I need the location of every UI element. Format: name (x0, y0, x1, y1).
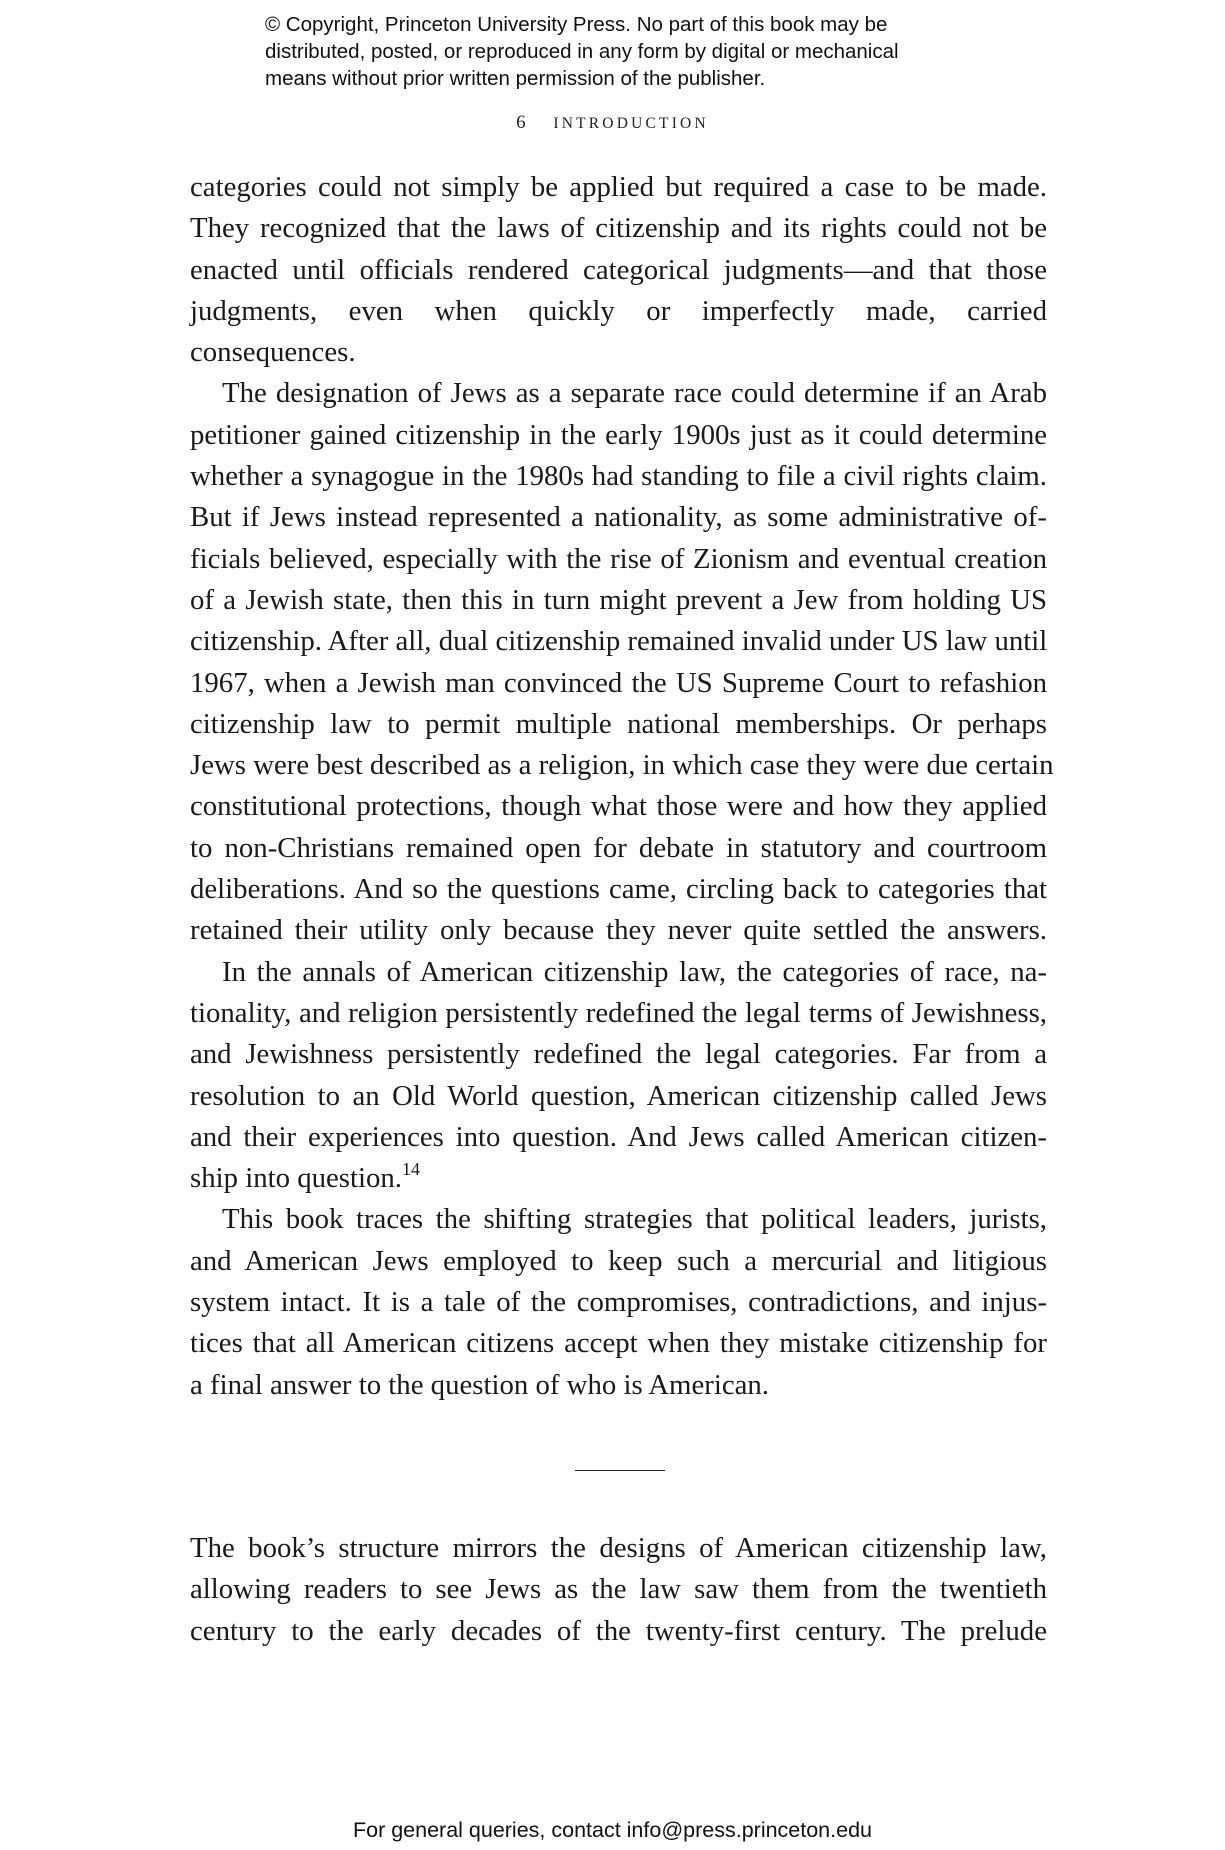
text-line: and their experiences into question. And Jews called American citizen- (190, 1120, 1047, 1153)
text-line: 1967, when a Jewish man convinced the US Supreme Court to refashion (190, 666, 1047, 699)
text-line: to non-Christians remained open for debate in statutory and courtroom (190, 831, 1047, 864)
text-line: ficials believed, especially with the rise of Zionism and eventual creation (190, 542, 1047, 575)
paragraph-first-line: This book traces the shifting strategies that political leaders, jurists, (222, 1203, 1047, 1236)
text-line: citizenship law to permit multiple national memberships. Or perhaps (190, 707, 1047, 740)
text-line: constitutional protections, though what those were and how they applied (190, 790, 1047, 823)
text-line: tionality, and religion persistently redefined the legal terms of Jewishness, (190, 996, 1047, 1029)
text-line: consequences. (190, 336, 356, 369)
text-line: century to the early decades of the twenty-first century. The prelude (190, 1614, 1047, 1647)
text-line: allowing readers to see Jews as the law saw them from the twentieth (190, 1573, 1047, 1606)
text-line: deliberations. And so the questions came, circling back to categories that (190, 873, 1047, 906)
text-line: system intact. It is a tale of the compromises, contradictions, and injus- (190, 1286, 1047, 1319)
text-line: Jews were best described as a religion, in which case they were due certain (190, 749, 1054, 782)
text-line: citizenship. After all, dual citizenship remained invalid under US law until (190, 625, 1048, 658)
footnote-marker[interactable]: 14 (401, 1159, 420, 1180)
body-text-block (190, 167, 1054, 1406)
paragraph-first-line: In the annals of American citizenship law, the categories of race, na- (222, 955, 1047, 988)
text-line: ship into question. (190, 1162, 402, 1195)
running-head (0, 112, 1225, 134)
copyright-line: © Copyright, Princeton University Press. No part of this book may be (265, 13, 888, 36)
text-line: resolution to an Old World question, American citizenship called Jews (190, 1079, 1047, 1112)
copyright-line: means without prior written permission of the publisher. (265, 67, 766, 90)
text-line: They recognized that the laws of citizenship and its rights could not be (190, 212, 1047, 245)
text-line: and American Jews employed to keep such a mercurial and litigious (190, 1244, 1047, 1277)
text-line-with-footnote (190, 1158, 1047, 1199)
section-divider (575, 1470, 665, 1471)
text-line: The book’s structure mirrors the designs of American citizenship law, (190, 1532, 1047, 1564)
text-line: of a Jewish state, then this in turn might prevent a Jew from holding US (190, 583, 1047, 616)
text-line: judgments, even when quickly or imperfectly made, carried (190, 294, 1047, 327)
text-line: a final answer to the question of who is American. (190, 1368, 769, 1401)
footer-contact: For general queries, contact info@press.princeton.edu (352, 1818, 872, 1842)
text-line: enacted until officials rendered categorical judgments—and that those (190, 253, 1047, 286)
paragraph-first-line: The designation of Jews as a separate race could determine if an Arab (222, 377, 1047, 410)
copyright-notice (265, 11, 1025, 92)
text-line: categories could not simply be applied but required a case to be made. (190, 171, 1047, 203)
text-line: and Jewishness persistently redefined the legal categories. Far from a (190, 1038, 1047, 1071)
text-line: But if Jews instead represented a nationality, as some administrative of- (190, 501, 1047, 534)
body-text-block (190, 1528, 1047, 1652)
page-number: 6 (516, 112, 526, 133)
text-line: whether a synagogue in the 1980s had standing to file a civil rights claim. (190, 460, 1047, 493)
text-line: retained their utility only because they never quite settled the answers. (190, 914, 1047, 947)
text-line: petitioner gained citizenship in the early 1900s just as it could determine (190, 418, 1047, 451)
copyright-line: distributed, posted, or reproduced in any form by digital or mechanical (265, 40, 899, 63)
text-line: tices that all American citizens accept when they mistake citizenship for (190, 1327, 1047, 1360)
chapter-title: INTRODUCTION (553, 115, 709, 132)
